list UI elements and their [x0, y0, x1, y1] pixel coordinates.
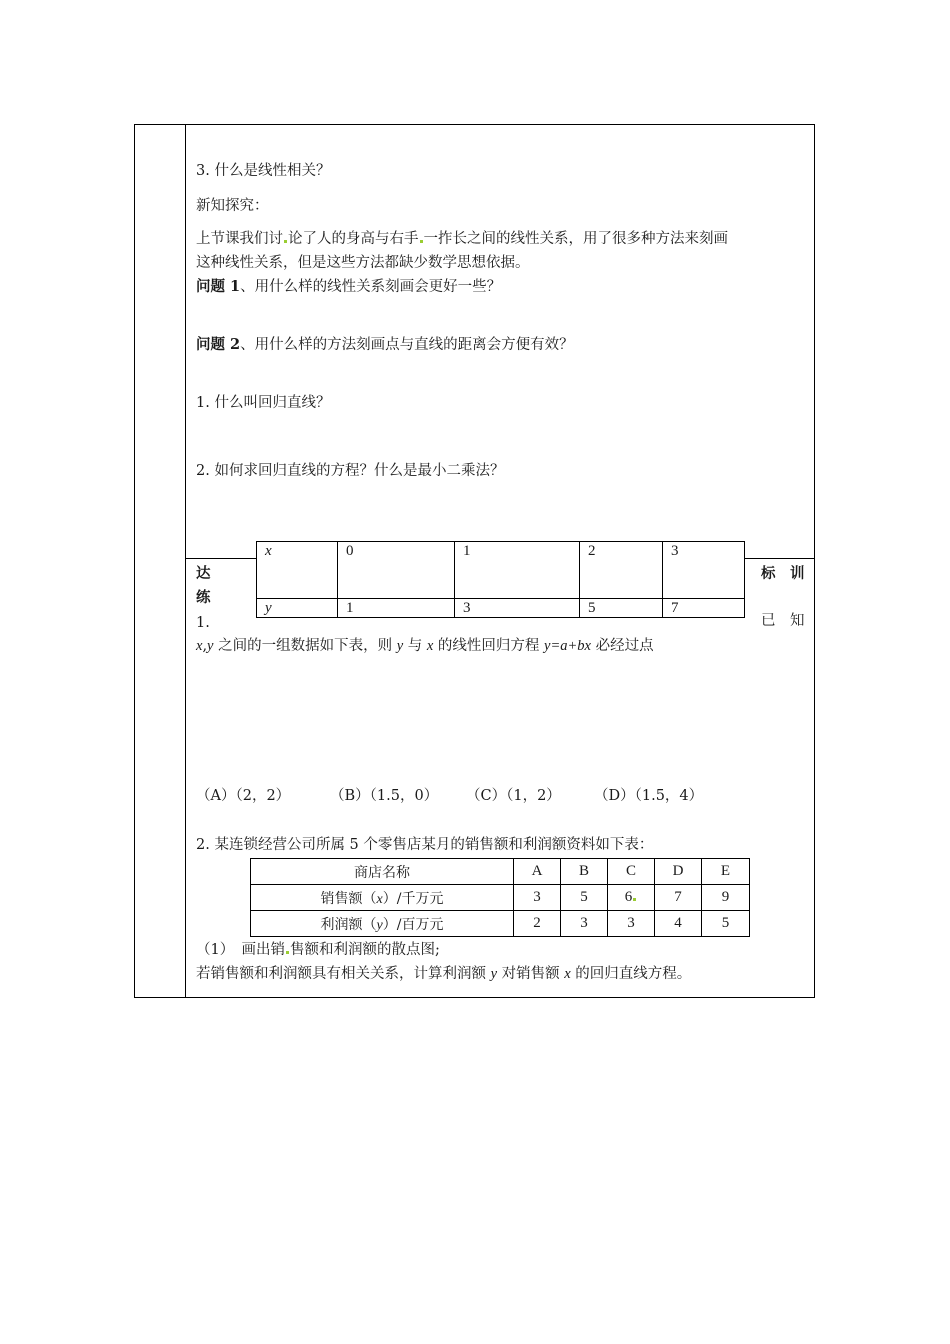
problem-1: 问题 1、用什么样的线性关系刻画会更好一些？: [196, 278, 502, 295]
item-1: 1. 什么叫回归直线？: [196, 395, 331, 411]
table-cell: 5: [561, 885, 608, 911]
table-cell: 5: [580, 599, 663, 618]
table-cell: 4: [655, 911, 702, 937]
table-header-cell: A: [514, 859, 561, 885]
table-cell: 7: [663, 599, 745, 618]
table-cell: 0: [338, 542, 455, 599]
sub-question-1: （1） 画出销 售额和利润额的散点图;: [196, 942, 440, 958]
table-cell: 2: [514, 911, 561, 937]
table-cell-x-label: x: [257, 542, 338, 599]
table-header-cell: B: [561, 859, 608, 885]
table-cell: 2: [580, 542, 663, 599]
row-divider-left: [185, 558, 256, 559]
xy-data-table: [256, 541, 745, 618]
table-cell: 5: [702, 911, 750, 937]
option-a: （A）（2，2）: [196, 788, 291, 804]
intro-line-2: 这种线性关系，但是这些方法都缺少数学思想依据。: [196, 255, 530, 271]
item-2: 2. 如何求回归直线的方程？什么是最小二乘法？: [196, 463, 505, 479]
exercise-1-number: 1.: [196, 615, 210, 631]
table-cell: 7: [655, 885, 702, 911]
option-b: （B）（1.5，0）: [330, 788, 439, 804]
sales-profit-table: [250, 858, 750, 937]
problem-2: 问题 2、用什么样的方法刻画点与直线的距离会方便有效？: [196, 336, 574, 353]
option-c: （C）（1，2）: [466, 788, 561, 804]
left-label-da: 达: [196, 565, 211, 582]
right-label-line2: 已 知: [761, 613, 805, 629]
table-cell-y-label: y: [257, 599, 338, 618]
table-header-cell: D: [655, 859, 702, 885]
table-header-cell: 商店名称: [251, 859, 514, 885]
left-label-lian: 练: [196, 589, 211, 606]
table-cell: 3: [561, 911, 608, 937]
table-cell: 1: [338, 599, 455, 618]
right-label-line1: 标 训: [761, 565, 805, 582]
sub-question-2: 若销售额和利润额具有相关关系，计算利润额 y 对销售额 x 的回归直线方程。: [196, 966, 692, 982]
table-cell: 3: [608, 911, 655, 937]
new-knowledge-heading: 新知探究：: [196, 198, 269, 214]
table-cell: 3: [455, 599, 580, 618]
table-header-cell: C: [608, 859, 655, 885]
question-3: 3. 什么是线性相关？: [196, 163, 331, 179]
row-label-profit: 利润额（y）/百万元: [251, 911, 514, 937]
row-divider-right: [745, 558, 815, 559]
intro-line-1: 上节课我们讨 论了人的身高与右手 一拃长之间的线性关系，用了很多种方法来刻画: [196, 231, 728, 247]
column-divider: [185, 124, 186, 998]
table-cell: 6: [608, 885, 655, 911]
table-cell: 9: [702, 885, 750, 911]
exercise-2-stem: 2. 某连锁经营公司所属 5 个零售店某月的销售额和利润额资料如下表：: [196, 837, 654, 853]
table-cell: 3: [514, 885, 561, 911]
table-cell: 3: [663, 542, 745, 599]
table-cell: 1: [455, 542, 580, 599]
option-d: （D）（1.5，4）: [594, 788, 704, 804]
exercise-1-stem: x,y 之间的一组数据如下表，则 y 与 x 的线性回归方程 y=a+bx 必经过点: [196, 638, 654, 654]
row-label-sales: 销售额（x）/千万元: [251, 885, 514, 911]
table-header-cell: E: [702, 859, 750, 885]
